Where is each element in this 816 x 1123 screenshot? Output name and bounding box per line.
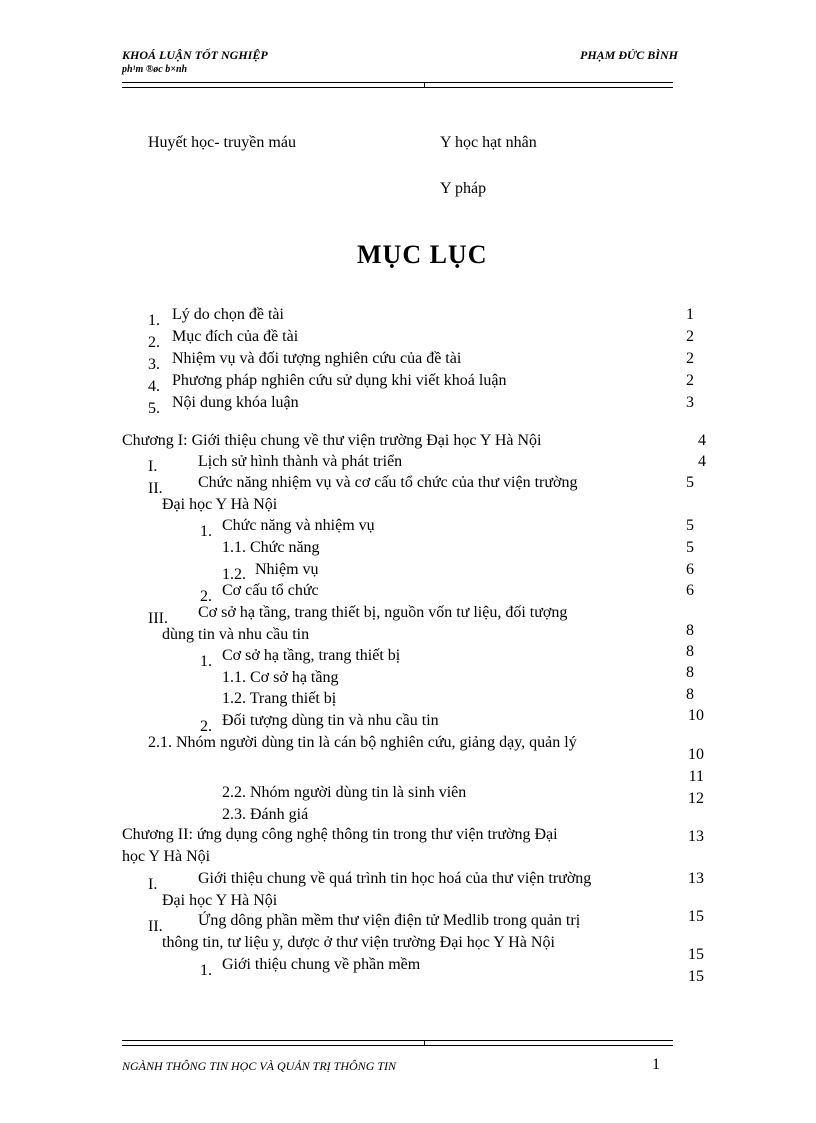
toc-num: I. (148, 876, 158, 893)
toc-entry: Nhiệm vụ (255, 561, 319, 578)
toc-entry-cont: thông tin, tư liệu y, dược ở thư viện trường Đại học Y Hà Nội (162, 934, 555, 951)
header-left-subtitle: ph¹m ®øc b×nh (122, 64, 188, 75)
toc-page: 11 (688, 768, 704, 785)
toc-entry: 2.3. Đánh giá (222, 806, 309, 823)
toc-entry: Lịch sử hình thành và phát triển (198, 453, 403, 470)
toc-num: 2. (200, 718, 212, 735)
toc-entry: Nội dung khóa luận (172, 394, 299, 411)
footer-rule (122, 1040, 673, 1046)
toc-num: III. (148, 610, 168, 627)
toc-entry-cont: Đại học Y Hà Nội (162, 496, 278, 513)
toc-chapter-title-cont: học Y Hà Nội (122, 848, 211, 865)
toc-entry: Giới thiệu chung về phần mềm (222, 956, 421, 973)
toc-page: 6 (686, 561, 694, 578)
toc-page: 2 (686, 328, 694, 345)
toc-entry: 1.1. Cơ sở hạ tầng (222, 669, 339, 686)
toc-entry: Cơ sở hạ tầng, trang thiết bị (222, 647, 401, 664)
toc-page: 15 (688, 968, 704, 985)
toc-page: 8 (686, 664, 694, 681)
toc-entry: Chức năng và nhiệm vụ (222, 517, 375, 534)
toc-page: 3 (686, 394, 694, 411)
page-number: 1 (652, 1056, 660, 1073)
toc-entry: Lý do chọn đề tài (172, 306, 284, 323)
toc-entry: Phương pháp nghiên cứu sử dụng khi viết khoá luận (172, 372, 507, 389)
toc-entry: Ứng dông phần mềm thư viện điện tử Medlib trong quản trị (198, 912, 581, 929)
toc-num: I. (148, 458, 158, 475)
toc-entry: 1.1. Chức năng (222, 539, 320, 556)
page-title: MỤC LỤC (357, 240, 488, 269)
toc-num: 5. (148, 400, 160, 417)
toc-num: 1. (200, 962, 212, 979)
toc-num: 1. (148, 312, 160, 329)
toc-entry-cont: dùng tin và nhu cầu tin (162, 626, 310, 643)
toc-num: 1. (200, 523, 212, 540)
toc-page: 5 (686, 539, 694, 556)
toc-page: 5 (686, 517, 694, 534)
toc-page: 12 (688, 790, 704, 807)
header-left-title: KHOÁ LUẬN TỐT NGHIỆP (122, 48, 268, 62)
toc-page: 4 (698, 453, 706, 470)
toc-page: 10 (688, 746, 704, 763)
toc-entry: Giới thiệu chung về quá trình tin học hoá của thư viện trường (198, 870, 592, 887)
specialty-item: Y pháp (440, 180, 487, 197)
toc-page: 6 (686, 582, 694, 599)
toc-num: 4. (148, 378, 160, 395)
toc-num: II. (148, 918, 163, 935)
toc-entry: Cơ sở hạ tầng, trang thiết bị, nguồn vốn tư liệu, đối tượng (198, 604, 568, 621)
toc-entry: Nhiệm vụ và đối tượng nghiên cứu của đề tài (172, 350, 462, 367)
specialty-item: Y học hạt nhân (440, 134, 537, 151)
toc-chapter-title: Chương I: Giới thiệu chung về thư viện trường Đại học Y Hà Nội (122, 432, 542, 449)
toc-entry: Chức năng nhiệm vụ và cơ cấu tổ chức của thư viện trường (198, 474, 578, 491)
toc-page: 15 (688, 946, 704, 963)
toc-chapter-title: Chương II: ứng dụng công nghệ thông tin trong thư viện trường Đại (122, 826, 558, 843)
toc-page: 8 (686, 686, 694, 703)
toc-entry: 1.2. Trang thiết bị (222, 690, 337, 707)
toc-page: 13 (688, 828, 704, 845)
toc-entry: 2.2. Nhóm người dùng tin là sinh viên (222, 784, 467, 801)
toc-entry-cont: Đại học Y Hà Nội (162, 892, 278, 909)
toc-page: 8 (686, 622, 694, 639)
toc-page: 1 (686, 306, 694, 323)
toc-page: 2 (686, 372, 694, 389)
header-right-title: PHẠM ĐỨC BÌNH (580, 48, 678, 62)
toc-num: 2. (148, 334, 160, 351)
toc-num: 1. (200, 653, 212, 670)
toc-entry: Mục đích của đề tài (172, 328, 299, 345)
toc-page: 8 (686, 643, 694, 660)
toc-num: 1.2. (222, 566, 246, 583)
toc-num: 3. (148, 356, 160, 373)
toc-page: 4 (698, 432, 706, 449)
toc-page: 10 (688, 707, 704, 724)
specialty-item: Huyết học- truyền máu (148, 134, 296, 151)
header-rule (122, 82, 673, 88)
toc-entry: Đối tượng dùng tin và nhu cầu tin (222, 712, 439, 729)
toc-entry: Cơ cấu tổ chức (222, 582, 319, 599)
toc-page: 2 (686, 350, 694, 367)
toc-num: II. (148, 480, 163, 497)
toc-entry: 2.1. Nhóm người dùng tin là cán bộ nghiên cứu, giảng dạy, quản lý (148, 734, 577, 751)
toc-page: 13 (688, 870, 704, 887)
toc-page: 15 (688, 908, 704, 925)
toc-page: 5 (686, 474, 694, 491)
footer-text: NGÀNH THÔNG TIN HỌC VÀ QUẢN TRỊ THÔNG TIN (122, 1059, 397, 1073)
toc-num: 2. (200, 588, 212, 605)
